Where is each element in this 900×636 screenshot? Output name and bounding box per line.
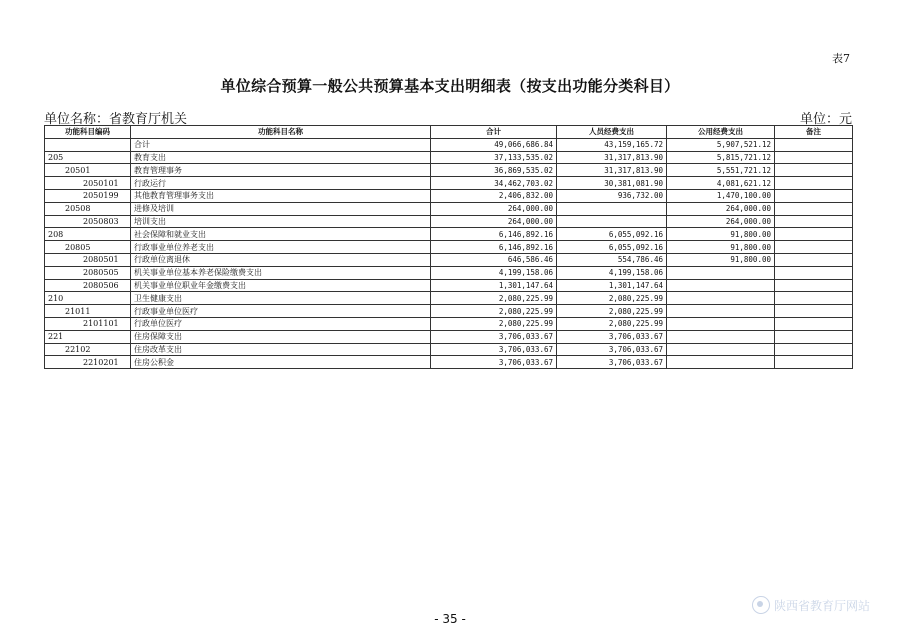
- cell-total: 1,301,147.64: [431, 279, 557, 292]
- cell-note: [775, 305, 853, 318]
- cell-code: 2080506: [45, 279, 131, 292]
- cell-public: [667, 279, 775, 292]
- column-header-name: 功能科目名称: [131, 126, 431, 139]
- cell-note: [775, 253, 853, 266]
- cell-total: 2,406,832.00: [431, 189, 557, 202]
- cell-public: 264,000.00: [667, 215, 775, 228]
- cell-public: [667, 266, 775, 279]
- cell-name: 合计: [131, 138, 431, 151]
- cell-total: 37,133,535.02: [431, 151, 557, 164]
- cell-code: 205: [45, 151, 131, 164]
- cell-name: 教育支出: [131, 151, 431, 164]
- cell-personnel: 1,301,147.64: [557, 279, 667, 292]
- cell-name: 住房保障支出: [131, 330, 431, 343]
- table-row: [45, 215, 853, 228]
- table-row: [45, 356, 853, 369]
- cell-code: 210: [45, 292, 131, 305]
- cell-total: 3,706,033.67: [431, 356, 557, 369]
- unit-name: 单位名称：省教育厅机关: [44, 112, 188, 127]
- cell-public: [667, 317, 775, 330]
- table-row: [45, 266, 853, 279]
- cell-public: 5,551,721.12: [667, 164, 775, 177]
- cell-name: 行政单位医疗: [131, 317, 431, 330]
- table-number: 表7: [832, 52, 850, 65]
- table-row: [45, 202, 853, 215]
- cell-code: 21011: [45, 305, 131, 318]
- cell-public: 4,081,621.12: [667, 177, 775, 190]
- page-number: - 35 -: [434, 612, 466, 626]
- cell-note: [775, 189, 853, 202]
- table-row: [45, 241, 853, 254]
- table-row: [45, 164, 853, 177]
- cell-total: 264,000.00: [431, 202, 557, 215]
- cell-personnel: [557, 202, 667, 215]
- cell-personnel: 2,080,225.99: [557, 305, 667, 318]
- table-row: [45, 317, 853, 330]
- column-header-code: 功能科目编码: [45, 126, 131, 139]
- cell-code: 221: [45, 330, 131, 343]
- cell-total: 6,146,892.16: [431, 228, 557, 241]
- cell-note: [775, 292, 853, 305]
- cell-name: 行政运行: [131, 177, 431, 190]
- cell-total: 34,462,703.02: [431, 177, 557, 190]
- cell-name: 其他教育管理事务支出: [131, 189, 431, 202]
- cell-code: 2080505: [45, 266, 131, 279]
- table-row: [45, 189, 853, 202]
- cell-code: 2050101: [45, 177, 131, 190]
- table-body: [45, 138, 853, 368]
- cell-note: [775, 279, 853, 292]
- cell-note: [775, 266, 853, 279]
- cell-name: 行政事业单位医疗: [131, 305, 431, 318]
- cell-total: 2,080,225.99: [431, 317, 557, 330]
- cell-name: 住房公积金: [131, 356, 431, 369]
- cell-name: 进修及培训: [131, 202, 431, 215]
- cell-public: 264,000.00: [667, 202, 775, 215]
- cell-name: 住房改革支出: [131, 343, 431, 356]
- cell-note: [775, 241, 853, 254]
- cell-name: 教育管理事务: [131, 164, 431, 177]
- budget-table: [44, 125, 853, 369]
- column-header-personnel: 人员经费支出: [557, 126, 667, 139]
- cell-name: 卫生健康支出: [131, 292, 431, 305]
- table-row: [45, 279, 853, 292]
- cell-code: 2050803: [45, 215, 131, 228]
- table-row: [45, 343, 853, 356]
- cell-public: 91,800.00: [667, 241, 775, 254]
- cell-public: [667, 305, 775, 318]
- cell-code: 20501: [45, 164, 131, 177]
- cell-public: [667, 292, 775, 305]
- cell-personnel: 3,706,033.67: [557, 330, 667, 343]
- cell-public: 91,800.00: [667, 228, 775, 241]
- cell-note: [775, 202, 853, 215]
- watermark: [752, 596, 870, 614]
- column-header-note: 备注: [775, 126, 853, 139]
- table-row: [45, 228, 853, 241]
- cell-personnel: 936,732.00: [557, 189, 667, 202]
- table-row: [45, 292, 853, 305]
- cell-personnel: 6,055,092.16: [557, 241, 667, 254]
- cell-name: 机关事业单位职业年金缴费支出: [131, 279, 431, 292]
- cell-public: [667, 356, 775, 369]
- table-row: [45, 151, 853, 164]
- cell-note: [775, 151, 853, 164]
- table-row: [45, 330, 853, 343]
- cell-name: 机关事业单位基本养老保险缴费支出: [131, 266, 431, 279]
- cell-total: 36,869,535.02: [431, 164, 557, 177]
- cell-personnel: 30,381,081.90: [557, 177, 667, 190]
- page-title: 单位综合预算一般公共预算基本支出明细表（按支出功能分类科目）: [220, 77, 680, 95]
- cell-name: 培训支出: [131, 215, 431, 228]
- cell-name: 行政事业单位养老支出: [131, 241, 431, 254]
- cell-code: 20805: [45, 241, 131, 254]
- table-header-row: [45, 126, 853, 139]
- cell-public: [667, 343, 775, 356]
- cell-personnel: 554,786.46: [557, 253, 667, 266]
- cell-personnel: 6,055,092.16: [557, 228, 667, 241]
- cell-note: [775, 356, 853, 369]
- cell-name: 行政单位离退休: [131, 253, 431, 266]
- cell-public: 1,470,100.00: [667, 189, 775, 202]
- cell-note: [775, 177, 853, 190]
- table-row: [45, 305, 853, 318]
- cell-code: 2080501: [45, 253, 131, 266]
- cell-note: [775, 138, 853, 151]
- cell-total: 4,199,158.06: [431, 266, 557, 279]
- cell-total: 6,146,892.16: [431, 241, 557, 254]
- cell-total: 646,586.46: [431, 253, 557, 266]
- cell-public: 5,815,721.12: [667, 151, 775, 164]
- cell-code: 2210201: [45, 356, 131, 369]
- table-row: [45, 177, 853, 190]
- cell-personnel: 3,706,033.67: [557, 356, 667, 369]
- cell-note: [775, 343, 853, 356]
- cell-code: 2050199: [45, 189, 131, 202]
- column-header-total: 合计: [431, 126, 557, 139]
- currency-unit: 单位：元: [799, 112, 852, 127]
- cell-total: 49,066,686.84: [431, 138, 557, 151]
- cell-name: 社会保障和就业支出: [131, 228, 431, 241]
- cell-code: 22102: [45, 343, 131, 356]
- emblem-icon: [752, 596, 770, 614]
- cell-personnel: 4,199,158.06: [557, 266, 667, 279]
- cell-note: [775, 164, 853, 177]
- cell-total: 3,706,033.67: [431, 343, 557, 356]
- cell-total: 2,080,225.99: [431, 305, 557, 318]
- cell-personnel: 2,080,225.99: [557, 292, 667, 305]
- cell-personnel: 43,159,165.72: [557, 138, 667, 151]
- cell-total: 264,000.00: [431, 215, 557, 228]
- cell-note: [775, 228, 853, 241]
- cell-note: [775, 317, 853, 330]
- cell-note: [775, 215, 853, 228]
- cell-personnel: [557, 215, 667, 228]
- cell-public: 5,907,521.12: [667, 138, 775, 151]
- cell-code: 208: [45, 228, 131, 241]
- cell-personnel: 31,317,813.90: [557, 164, 667, 177]
- table-row: [45, 253, 853, 266]
- column-header-public: 公用经费支出: [667, 126, 775, 139]
- cell-personnel: 31,317,813.90: [557, 151, 667, 164]
- cell-public: 91,800.00: [667, 253, 775, 266]
- cell-total: 2,080,225.99: [431, 292, 557, 305]
- watermark-text: 陕西省教育厅网站: [773, 598, 870, 613]
- cell-code: 20508: [45, 202, 131, 215]
- cell-public: [667, 330, 775, 343]
- cell-note: [775, 330, 853, 343]
- table-row: [45, 138, 853, 151]
- cell-personnel: 2,080,225.99: [557, 317, 667, 330]
- cell-code: 2101101: [45, 317, 131, 330]
- cell-personnel: 3,706,033.67: [557, 343, 667, 356]
- cell-total: 3,706,033.67: [431, 330, 557, 343]
- cell-code: [45, 138, 131, 151]
